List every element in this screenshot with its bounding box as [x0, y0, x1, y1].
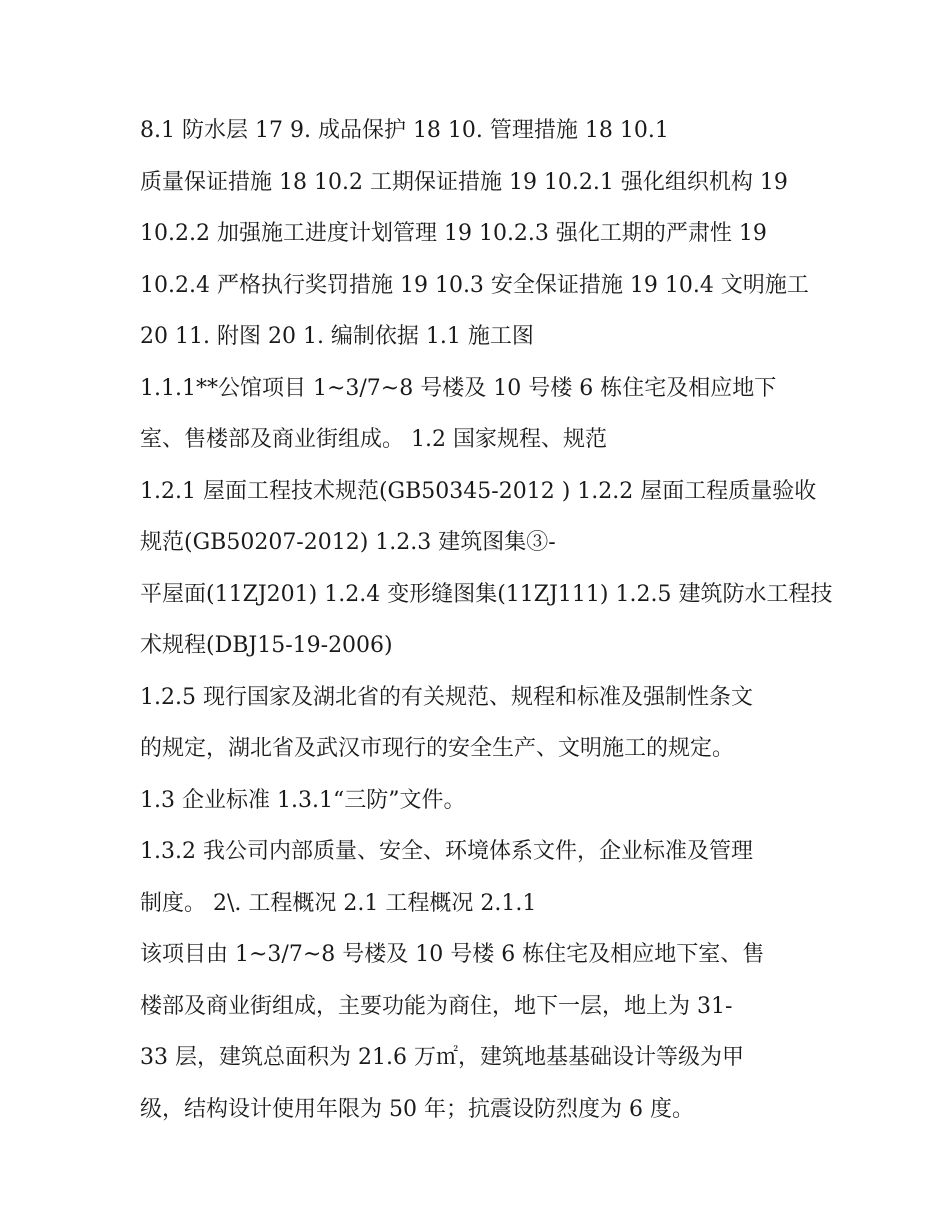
- text-line: 级，结构设计使用年限为 50 年；抗震设防烈度为 6 度。: [140, 1096, 694, 1122]
- text-line: 10.2.4 严格执行奖罚措施 19 10.3 安全保证措施 19 10.4 文明施工: [140, 272, 809, 298]
- text-line: 1.2.1 屋面工程技术规范(GB50345-2012 ) 1.2.2 屋面工程质量验收: [140, 478, 817, 504]
- text-line: 楼部及商业街组成，主要功能为商住，地下一层，地上为 31-: [140, 993, 733, 1019]
- text-line: 33 层，建筑总面积为 21.6 万㎡，建筑地基基础设计等级为甲: [140, 1045, 744, 1070]
- text-line: 20 11. 附图 20 1. 编制依据 1.1 施工图: [140, 324, 534, 349]
- text-line: 1.3.2 我公司内部质量、安全、环境体系文件，企业标准及管理: [140, 839, 753, 864]
- text-line: 平屋面(11ZJ201) 1.2.4 变形缝图集(11ZJ111) 1.2.5 建筑防水工程技: [140, 581, 833, 607]
- text-line: 1.3 企业标准 1.3.1“三防”文件。: [140, 787, 466, 813]
- text-line: 1.1.1**公馆项目 1~3/7~8 号楼及 10 号楼 6 栋住宅及相应地下: [140, 375, 777, 401]
- text-line: 10.2.2 加强施工进度计划管理 19 10.2.3 强化工期的严肃性 19: [140, 221, 767, 246]
- text-line: 制度。 2\. 工程概况 2.1 工程概况 2.1.1: [140, 890, 537, 916]
- text-line: 规范(GB50207-2012) 1.2.3 建筑图集③-: [140, 530, 556, 555]
- text-line: 质量保证措施 18 10.2 工期保证措施 19 10.2.1 强化组织机构 19: [140, 169, 788, 195]
- document-body: [140, 108, 833, 1138]
- text-line: 8.1 防水层 17 9. 成品保护 18 10. 管理措施 18 10.1: [140, 118, 669, 143]
- text-line: 的规定，湖北省及武汉市现行的安全生产、文明施工的规定。: [140, 736, 735, 761]
- text-line: 该项目由 1~3/7~8 号楼及 10 号楼 6 栋住宅及相应地下室、售: [140, 942, 765, 967]
- text-line: 1.2.5 现行国家及湖北省的有关规范、规程和标准及强制性条文: [140, 684, 753, 710]
- text-line: 术规程(DBJ15-19-2006): [140, 633, 393, 658]
- text-line: 室、售楼部及商业街组成。 1.2 国家规程、规范: [140, 427, 607, 452]
